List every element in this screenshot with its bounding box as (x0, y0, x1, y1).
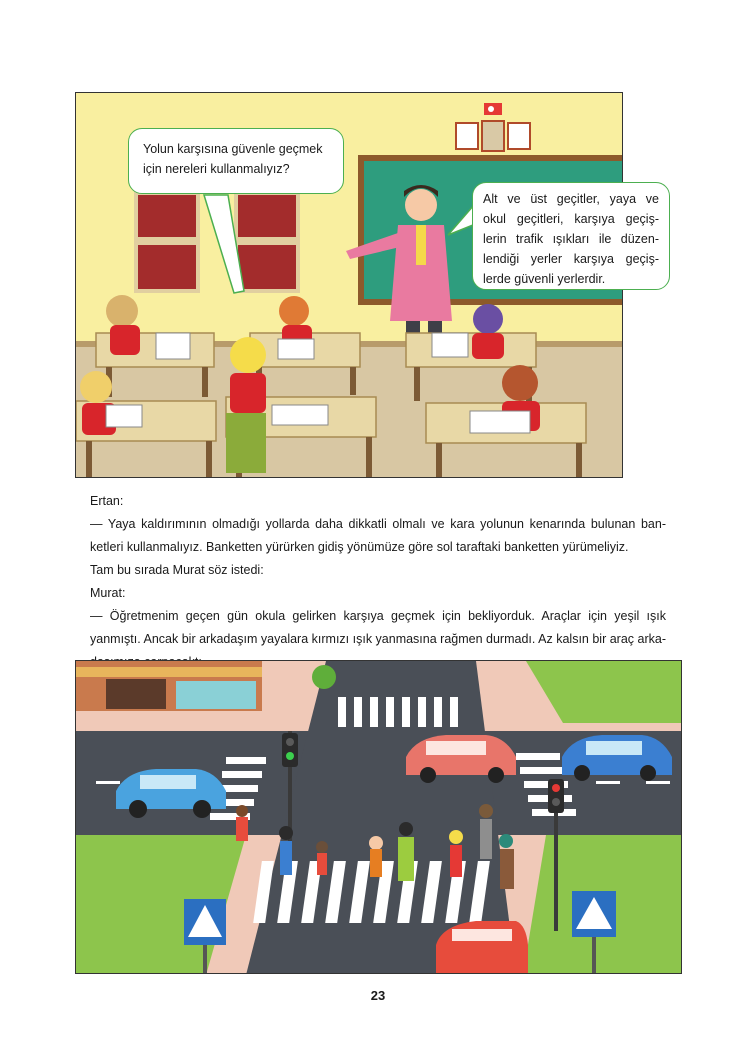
speaker-murat: Murat: (90, 586, 126, 600)
teacher-bubble-line: Alt ve üst geçitler, yaya ve (483, 192, 659, 206)
red-car-bottom (436, 921, 528, 974)
paragraph-line: — Yaya kaldırımının olmadığı yollarda daha dikkatli olmalı ve kara yolunun kenarında bulunan ban- (90, 517, 666, 531)
teacher-bubble-line: lendiği yerler karşıya geçiş- (483, 252, 659, 266)
blue-car-right (562, 735, 672, 781)
teacher-bubble-line: lerde güvenli yerlerdir. (483, 272, 606, 286)
student-bubble-line: için nereleri kullanmalıyız? (143, 162, 290, 176)
teacher-bubble-line: okul geçitleri, karşıya geçiş- (483, 212, 659, 226)
page-number: 23 (370, 988, 386, 1003)
paragraph-line: — Öğretmenim geçen gün okula gelirken karşıya geçmek için bekliyorduk. Araçlar için yeşil ışık (90, 609, 666, 623)
transition-line: Tam bu sırada Murat söz istedi: (90, 563, 264, 577)
paragraph-ertan (90, 513, 666, 559)
teacher-speech-bubble (472, 182, 670, 290)
paragraph-line: ketleri kullanmalıyız. Banketten yürürken gidiş yönümüze göre sol taraftaki banketten yürümeliyiz. (90, 540, 629, 554)
street-scene (76, 661, 682, 974)
paragraph-line: yanmıştı. Ancak bir arkadaşım yayalara kırmızı ışık yanmasına rağmen durmadı. Az kalsın bir araç arka- (90, 632, 666, 646)
teacher-bubble-line: lerin trafik ışıkları ile düzen- (483, 232, 659, 246)
student-speech-bubble (128, 128, 344, 194)
student-bubble-line: Yolun karşısına güvenle geçmek (143, 142, 323, 156)
speaker-ertan: Ertan: (90, 494, 124, 508)
street-illustration (75, 660, 682, 974)
